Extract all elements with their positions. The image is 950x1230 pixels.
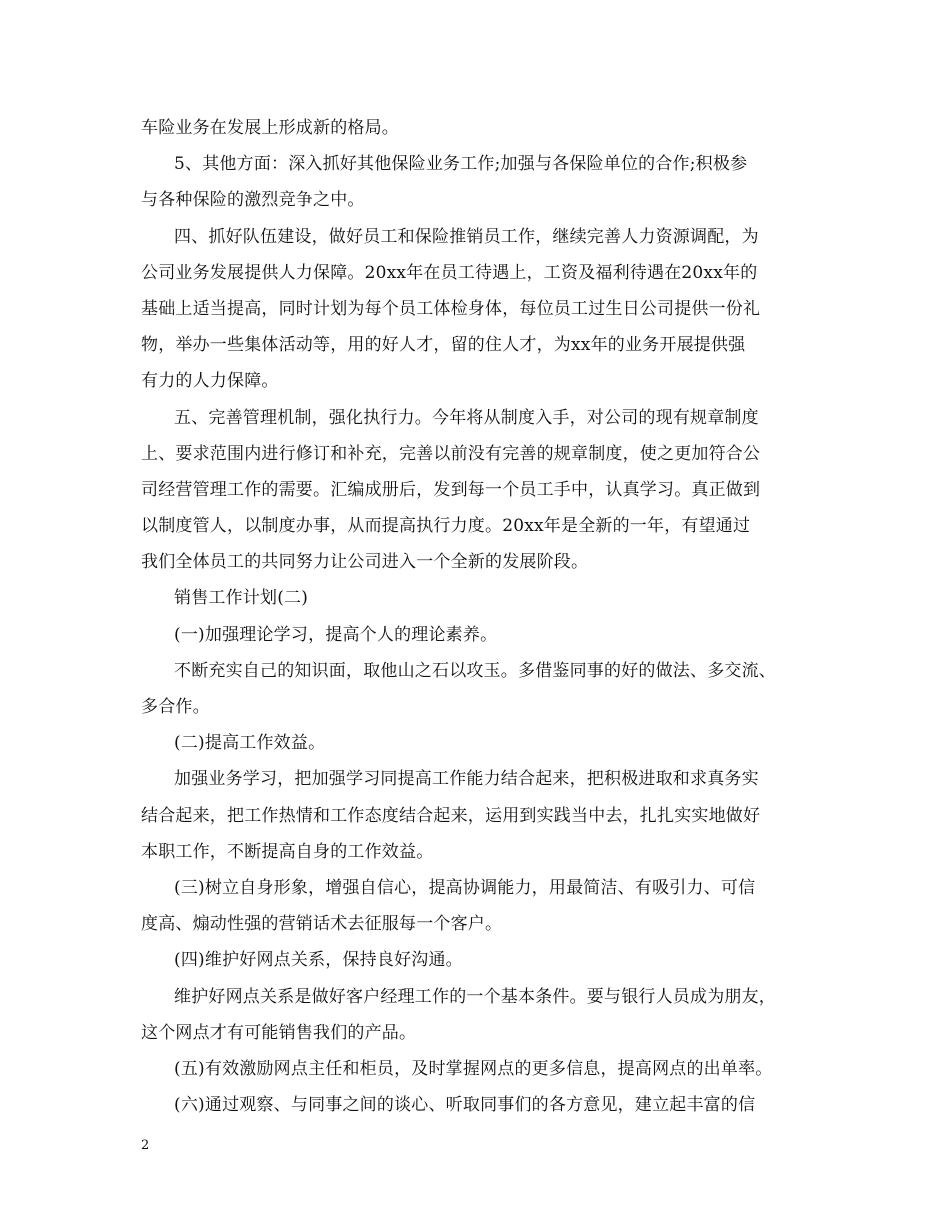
text-line: 与各种保险的激烈竞争之中。 <box>141 190 365 211</box>
text-line: 公司业务发展提供人力保障。20xx年在员工待遇上，工资及福利待遇在20xx年的 <box>141 262 758 283</box>
text-line: 四、抓好队伍建设，做好员工和保险推销员工作，继续完善人力资源调配，为 <box>174 226 759 247</box>
text-line: (四)维护好网点关系，保持良好沟通。 <box>174 950 463 971</box>
text-line: (六)通过观察、与同事之间的谈心、听取同事们的各方意见，建立起丰富的信 <box>174 1095 756 1116</box>
text-line: 物，举办一些集体活动等，用的好人才，留的住人才，为xx年的业务开展提供强 <box>141 335 746 356</box>
text-line: 上、要求范围内进行修订和补充，完善以前没有完善的规章制度，使之更加符合公 <box>141 443 761 464</box>
text-line: (三)树立自身形象，增强自信心，提高协调能力，用最简洁、有吸引力、可信 <box>174 877 756 898</box>
text-line: 五、完善管理机制，强化执行力。今年将从制度入手，对公司的现有规章制度 <box>174 407 759 428</box>
text-line: 度高、煽动性强的营销话术去征服每一个客户。 <box>141 914 503 935</box>
text-line: 司经营管理工作的需要。汇编成册后，发到每一个员工手中，认真学习。真正做到 <box>141 479 761 500</box>
text-line: 加强业务学习，把加强学习同提高工作能力结合起来，把积极进取和求真务实 <box>174 769 759 790</box>
text-line: (一)加强理论学习，提高个人的理论素养。 <box>174 624 498 645</box>
text-line: 不断充实自己的知识面，取他山之石以攻玉。多借鉴同事的好的做法、多交流、 <box>174 660 776 681</box>
page-number: 2 <box>141 1138 150 1153</box>
text-line: 有力的人力保障。 <box>141 371 279 392</box>
text-line: (二)提高工作效益。 <box>174 733 326 754</box>
text-line: 维护好网点关系是做好客户经理工作的一个基本条件。要与银行人员成为朋友， <box>174 986 776 1007</box>
section-heading: 销售工作计划(二) <box>174 588 309 609</box>
text-line: 本职工作，不断提高自身的工作效益。 <box>141 841 434 862</box>
text-line: 结合起来，把工作热情和工作态度结合起来，运用到实践当中去，扎扎实实地做好 <box>141 805 761 826</box>
text-line: 以制度管人，以制度办事，从而提高执行力度。20xx年是全新的一年，有望通过 <box>141 516 751 537</box>
text-line: 我们全体员工的共同努力让公司进入一个全新的发展阶段。 <box>141 552 589 573</box>
text-line: 车险业务在发展上形成新的格局。 <box>141 118 399 138</box>
text-line: 这个网点才有可能销售我们的产品。 <box>141 1022 417 1043</box>
text-line: 多合作。 <box>141 697 210 717</box>
text-line: (五)有效激励网点主任和柜员，及时掌握网点的更多信息，提高网点的出单率。 <box>174 1058 773 1079</box>
text-line: 基础上适当提高，同时计划为每个员工体检身体，每位员工过生日公司提供一份礼 <box>141 298 761 319</box>
text-line: 5、其他方面：深入抓好其他保险业务工作;加强与各保险单位的合作;积极参 <box>174 154 748 175</box>
document-body <box>141 110 813 1123</box>
